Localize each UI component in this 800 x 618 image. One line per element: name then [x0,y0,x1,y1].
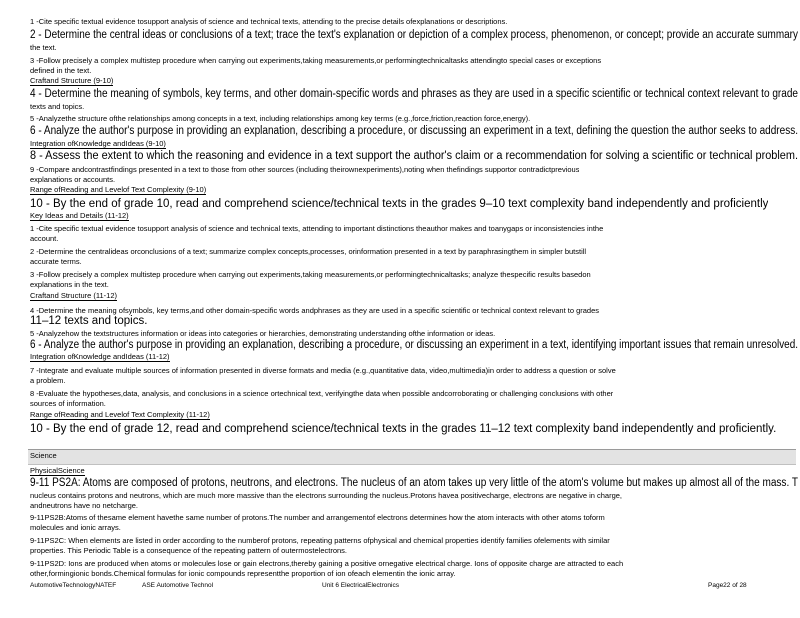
footer-unit: Unit 6 ElectricalElectronics [322,582,399,589]
science-text-cont: properties. This Periodic Table is a consequence of the repeating pattern of outermostelectrons. [30,546,347,555]
section-heading-physical-science: PhysicalScience [30,466,85,475]
footer-page-number: Page22 of 28 [708,582,747,589]
footer-program: ASE Automotive Technol [142,582,214,589]
science-text-cont: other,formingionic bonds.Chemical formulas for ionic compounds representthe proportion of ion ofeach elementin the ionic array. [30,569,456,578]
standard-9-10-item-10: 10 - By the end of grade 10, read and comprehend science/technical texts in the grades 9–10 text complexity band independently and proficiently [30,198,769,210]
standard-11-12-item-2: 2 -Determine the centralideas orconclusions of a text; summarize complex concepts,processes, orinformation presented in a text by paraphrasingthem in simpler butstill [30,247,587,256]
science-standard-ps2c: 9-11PS2C: When elements are listed in order according to the numberof protons, repeating patterns ofphysical and chemical properties identify families ofelements with similar [30,536,610,545]
science-standard-ps2b: 9-11PS2B:Atoms of thesame element havethe same number of protons.The number and arrangementof electrons determines how the atom interacts with other atoms toform [30,513,605,522]
section-heading-range-11-12: Range ofReading and Levelof Text Complexity (11-12) [30,410,210,419]
standard-11-12-item-7: 7 -Integrate and evaluate multiple sources of information presented in diverse formats and media (e.g.,quantitative data, video,multimedia)in order to address a question or solve [30,366,616,375]
standard-text-cont: defined in the text. [30,66,92,75]
standard-9-10-item-4: 4 - Determine the meaning of symbols, key terms, and other domain-specific words and phrases as they are used in a specific scientific or technical context relevant to grade [30,88,799,100]
standard-text-cont: explanations in the text. [30,280,109,289]
science-section-bar [28,449,796,465]
standard-11-12-item-3: 3 -Follow precisely a complex multistep procedure when carrying out experiments,taking measurements,or performingtechnicaltasks; analyze thespecific results basedon [30,270,591,279]
standard-11-12-item-5: 5 -Analyzehow the textstructures information or ideas into categories or hierarchies, demonstrating understanding ofthe information or ideas. [30,329,496,338]
science-text-cont: molecules and ionic arrays. [30,523,121,532]
standard-9-10-item-5: 5 -Analyzethe structure ofthe relationships among concepts in a text, including relationships among key terms (e.g.,force,friction,reaction force,energy). [30,114,531,123]
science-text-cont: andneutrons have no netcharge. [30,501,138,510]
standard-text-cont: explanations or accounts. [30,175,116,184]
science-text-cont: nucleus contains protons and neutrons, which are much more massive than the electrons surrounding the nucleus.Protons havea positivecharge, electrons are negative in charge, [30,491,623,500]
standard-text-cont: the text. [30,43,57,52]
standard-9-10-item-6: 6 - Analyze the author's purpose in providing an explanation, describing a procedure, or discussing an experiment in a text, defining the question the author seeks to address. [30,125,799,137]
standard-text-cont: a problem. [30,376,66,385]
science-standard-ps2a: 9-11 PS2A: Atoms are composed of protons, neutrons, and electrons. The nucleus of an atom takes up very little of the atom's volume but makes up almost all of the mass. T [30,477,798,489]
section-heading-integration-9-10: Integration ofKnowledge andIdeas (9-10) [30,139,166,148]
standard-9-10-item-8: 8 - Assess the extent to which the reasoning and evidence in a text support the author's claim or a recommendation for solving a scientific or technical problem. [30,150,798,162]
standard-9-10-item-1: 1 -Cite specific textual evidence tosupport analysis of science and technical texts, attending to the precise details ofexplanations or descriptions. [30,17,508,26]
section-heading-range-9-10: Range ofReading and Levelof Text Complexity (9-10) [30,185,207,194]
section-heading-integration-11-12: Integration ofKnowledge andIdeas (11-12) [30,352,170,361]
standard-9-10-item-2: 2 - Determine the central ideas or conclusions of a text; trace the text's explanation or depiction of a complex process, phenomenon, or concept; provide an accurate summary [30,29,798,41]
standard-11-12-item-1: 1 -Cite specific textual evidence tosupport analysis of science and technical texts, attending to important distinctions theauthor makes and toanygaps or inconsistencies inthe [30,224,604,233]
science-section-label: Science [30,451,57,460]
standard-9-10-item-3: 3 -Follow precisely a complex multistep procedure when carrying out experiments,taking measurements,or performingtechnicaltasks attendingto special cases or exceptions [30,56,602,65]
science-standard-ps2d: 9-11PS2D: Ions are produced when atoms or molecules lose or gain electrons,thereby gaining a positive ornegative electrical charge. Ions of opposite charge are attracted to each [30,559,624,568]
standard-text-cont: sources of information. [30,399,106,408]
standard-11-12-item-4: 4 -Determine the meaning ofsymbols, key terms,and other domain-specific words andphrases as they are used in a specific scientific or technical context relevant to grades [30,306,600,315]
standard-text-cont: account. [30,234,59,243]
section-heading-craft-11-12: Craftand Structure (11-12) [30,291,117,300]
standard-text-cont: texts and topics. [30,102,85,111]
section-heading-key-ideas-11-12: Key Ideas and Details (11-12) [30,211,129,220]
footer-course-name: AutomotiveTechnologyNATEF [30,582,117,589]
standard-9-10-item-9: 9 -Compare andcontrastfindings presented in a text to those from other sources (including theirownexperiments),noting when thefindings supportor contradictprevious [30,165,580,174]
standard-text-cont: 11–12 texts and topics. [30,315,148,327]
standard-11-12-item-6: 6 - Analyze the author's purpose in providing an explanation, describing a procedure, or discussing an experiment in a text, identifying important issues that remain unresolved. [30,339,798,351]
standard-11-12-item-8: 8 -Evaluate the hypotheses,data, analysis, and conclusions in a science ortechnical text, verifyingthe data when possible andcorroborating or challenging conclusions with other [30,389,614,398]
section-heading-craft-9-10: Craftand Structure (9-10) [30,76,114,85]
standard-text-cont: accurate terms. [30,257,82,266]
standard-11-12-item-10: 10 - By the end of grade 12, read and comprehend science/technical texts in the grades 11–12 text complexity band independently and proficiently. [30,423,777,435]
